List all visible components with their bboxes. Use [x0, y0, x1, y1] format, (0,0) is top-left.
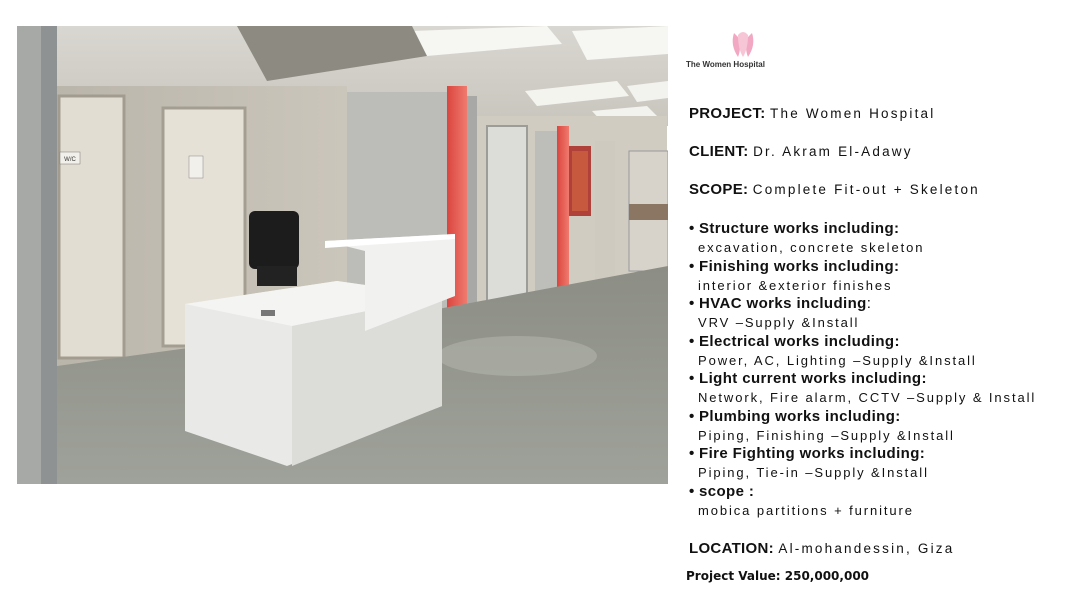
scope-label: SCOPE: [689, 181, 749, 198]
client-label: CLIENT: [689, 143, 749, 160]
work-desc: Network, Fire alarm, CCTV –Supply & Install [698, 390, 1037, 405]
logo-flower-icon [686, 29, 806, 61]
work-title: • Light current works including: [689, 370, 927, 387]
work-desc: VRV –Supply &Install [698, 315, 860, 330]
work-desc: Piping, Finishing –Supply &Install [698, 428, 955, 443]
reception-photo [17, 26, 668, 484]
project-value-amount: 250,000,000 [784, 569, 870, 583]
project-value: The Women Hospital [770, 106, 936, 121]
client-value: Dr. Akram El-Adawy [753, 144, 913, 159]
work-title: • Plumbing works including: [689, 408, 901, 425]
client-row [689, 143, 913, 161]
work-desc: Power, AC, Lighting –Supply &Install [698, 353, 977, 368]
work-title: • Structure works including: [689, 220, 900, 237]
logo-text: The Women Hospital [686, 60, 765, 69]
scope-row [689, 181, 980, 199]
work-title: • scope : [689, 483, 755, 500]
work-desc: mobica partitions + furniture [698, 503, 914, 518]
work-title: • HVAC works including: [689, 295, 872, 312]
work-title: • Finishing works including: [689, 258, 900, 275]
project-row [689, 105, 935, 123]
work-desc: interior &exterior finishes [698, 278, 893, 293]
work-desc: Piping, Tie-in –Supply &Install [698, 465, 929, 480]
scope-value: Complete Fit-out + Skeleton [752, 182, 980, 197]
work-title: • Fire Fighting works including: [689, 445, 926, 462]
door-sign: W/C [64, 157, 76, 163]
location-value: Al-mohandessin, Giza [778, 541, 955, 556]
project-value-row [686, 569, 869, 583]
work-desc: excavation, concrete skeleton [698, 240, 925, 255]
work-title: • Electrical works including: [689, 333, 900, 350]
location-row [689, 540, 954, 558]
project-label: PROJECT: [689, 105, 766, 122]
hospital-logo [686, 29, 806, 71]
project-value-label: Project Value: [686, 569, 781, 583]
location-label: LOCATION: [689, 540, 774, 557]
